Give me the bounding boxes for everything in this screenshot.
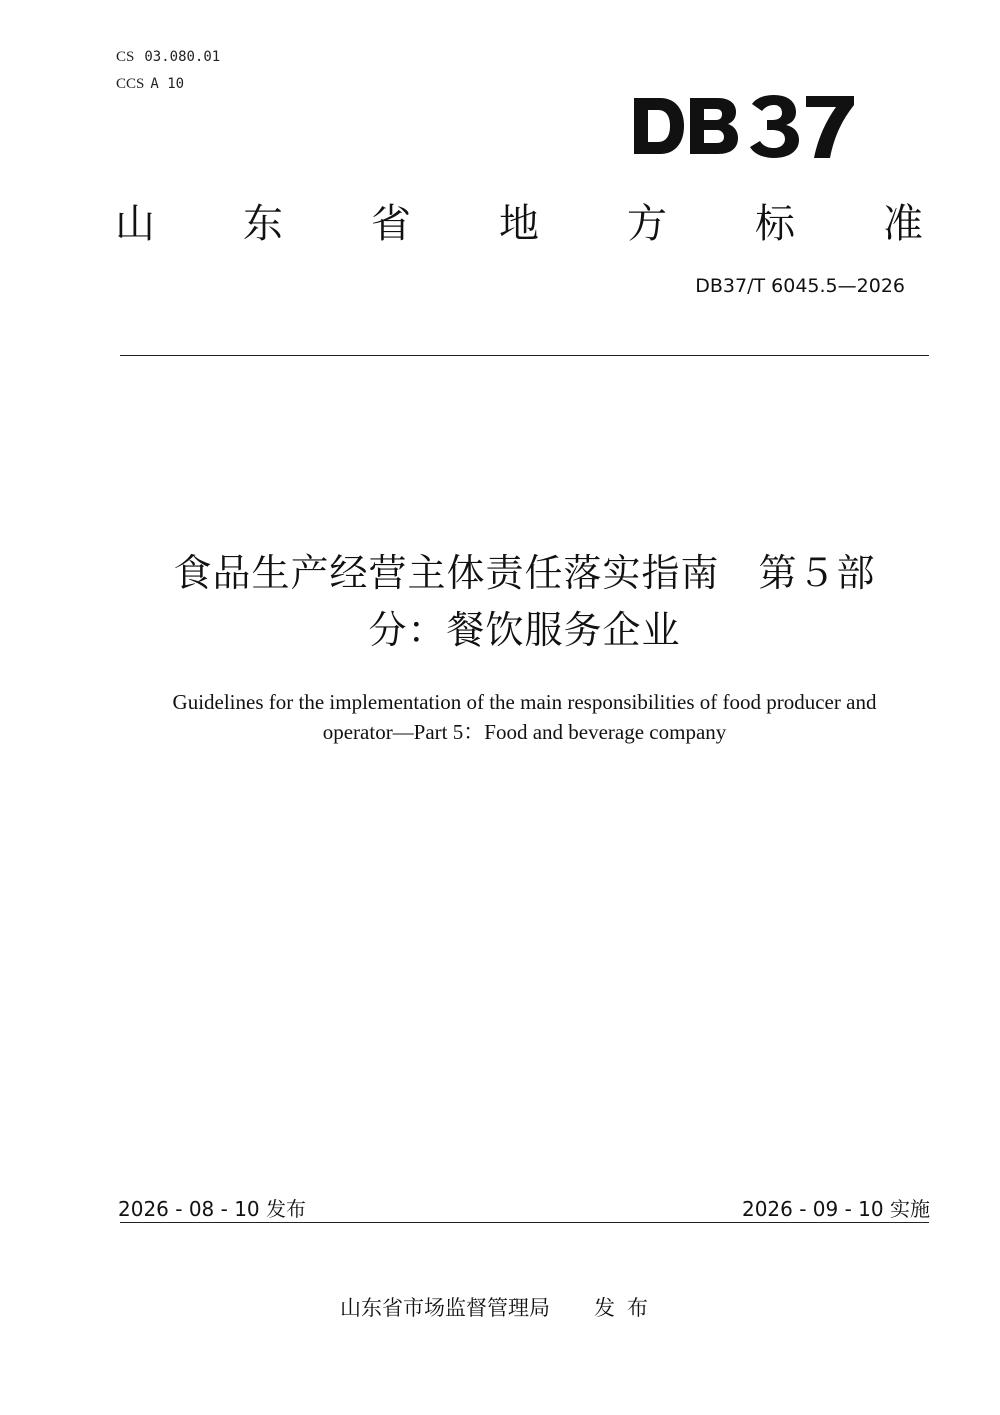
db37-logo: [630, 82, 860, 166]
standard-type-char: 山: [115, 201, 155, 247]
standard-number: DB37/T 6045.5—2026: [695, 275, 905, 297]
standard-type-char: 标: [755, 201, 795, 247]
chinese-title-line-1: 食品生产经营主体责任落实指南 第５部: [173, 551, 876, 595]
standard-type-char: 准: [883, 201, 923, 247]
english-title: [120, 687, 929, 747]
standard-type-char: 地: [499, 201, 539, 247]
ccs-label: CCS: [116, 76, 145, 92]
issuer-name: 山东省市场监督管理局: [340, 1296, 550, 1320]
issuer-verb: 发布: [594, 1296, 660, 1320]
issue-date: 2026 - 08 - 10 发布: [118, 1197, 307, 1221]
ccs-code: A 10: [150, 76, 185, 92]
cs-classification: [116, 49, 220, 66]
standard-type-heading: [112, 192, 926, 249]
english-title-line-1: Guidelines for the implementation of the main responsibilities of food producer and: [172, 690, 877, 714]
standard-type-char: 东: [243, 201, 283, 247]
top-divider: [120, 355, 929, 356]
bottom-divider: [120, 1222, 929, 1223]
standard-type-char: 方: [627, 201, 667, 247]
effective-date: 2026 - 09 - 10 实施: [741, 1197, 930, 1221]
standard-type-char: 省: [371, 201, 411, 247]
chinese-title-line-2: 分：餐饮服务企业: [368, 608, 681, 652]
ccs-classification: [116, 76, 184, 93]
issuing-authority: [340, 1292, 660, 1322]
cs-label: CS: [116, 49, 135, 65]
cs-code: 03.080.01: [144, 49, 221, 65]
chinese-title: [120, 545, 929, 659]
english-title-line-2: operator—Part 5：Food and beverage company: [322, 720, 727, 744]
